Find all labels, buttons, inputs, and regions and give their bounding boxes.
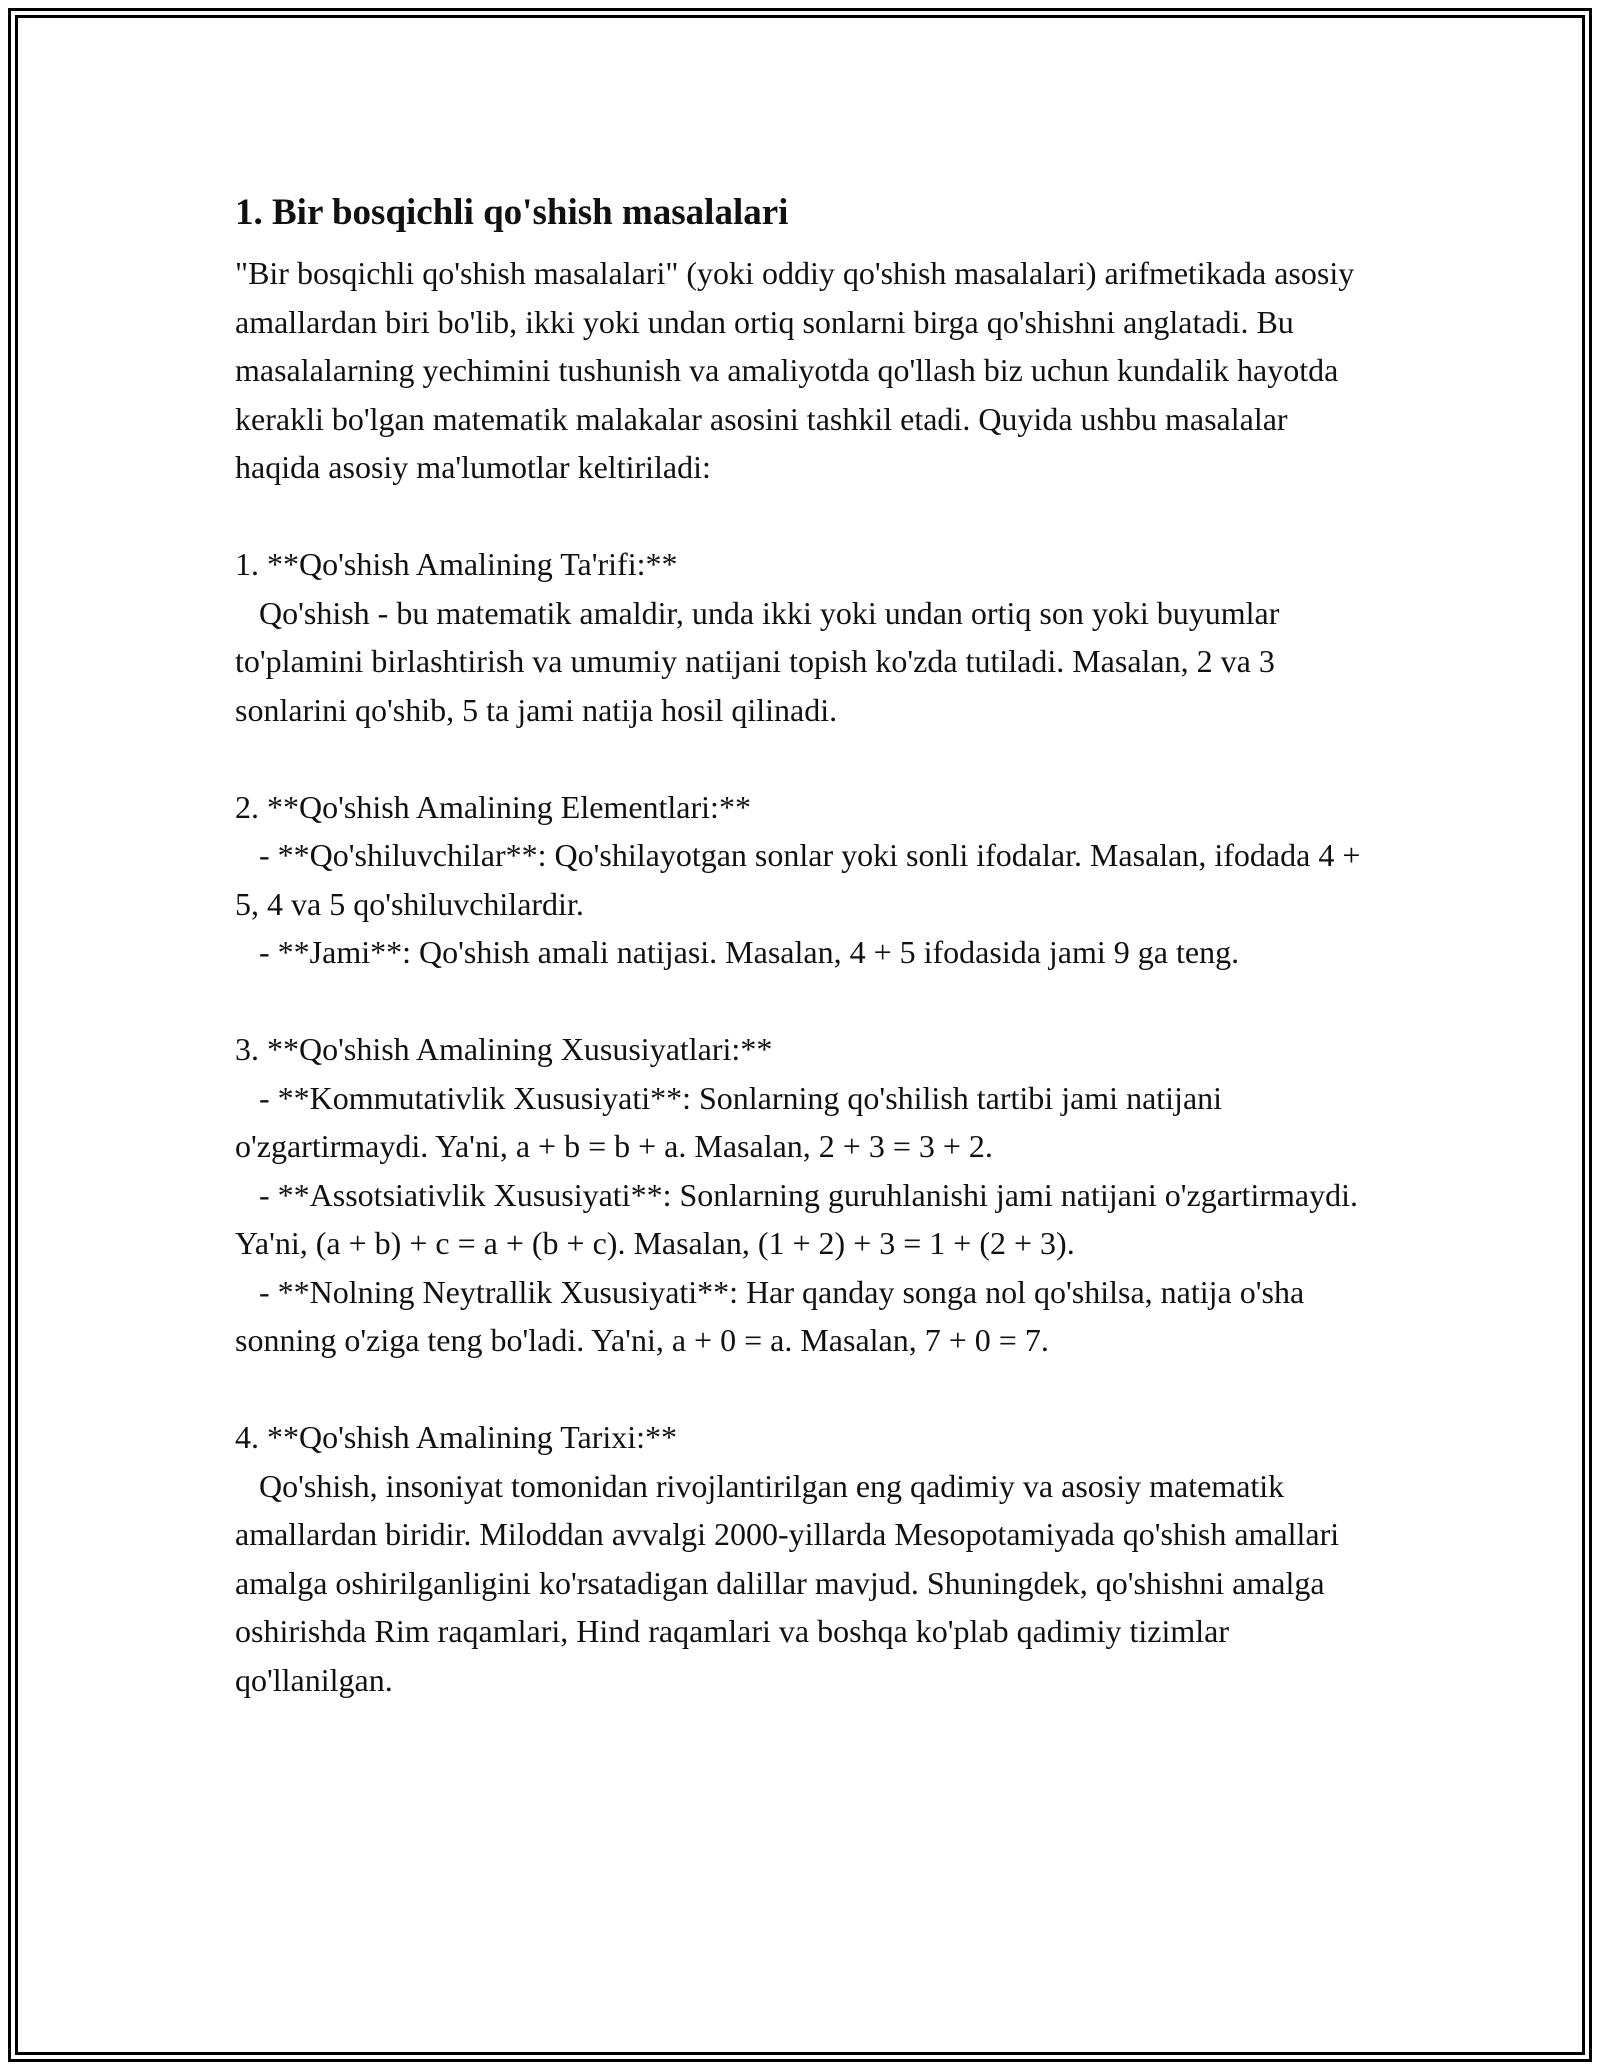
document-content — [235, 185, 1375, 1704]
document-title: 1. Bir bosqichli qo'shish masalalari — [235, 192, 789, 233]
document-body: "Bir bosqichli qo'shish masalalari" (yoki oddiy qo'shish masalalari) arifmetikada asosiy amallardan biri bo'lib, ikki yoki undan ortiq sonlarni birga qo'shishni anglatadi. Bu masalalarning yechimini tushunish va amaliyotda qo'llash biz uchun kundalik hayotda kerakli bo'lgan matematik malakalar asosini tashkil etadi. Quyida ushbu masalalar haqida asosiy ma'lumotlar keltiriladi: 1. **Qo'shish Amalining Ta'rifi:** Qo'shish - bu matematik amaldir, unda ikki yoki undan ortiq son yoki buyumlar to'plamini birlashtirish va umumiy natijani topish ko'zda tutiladi. Masalan, 2 va 3 sonlarini qo'shib, 5 ta jami natija hosil qilinadi. 2. **Qo'shish Amalining Elementlari:** - **Qo'shiluvchilar**: Qo'shilayotgan sonlar yoki sonli ifodalar. Masalan, ifodada 4 + 5, 4 va 5 qo'shiluvchilardir. - **Jami**: Qo'shish amali natijasi. Masalan, 4 + 5 ifodasida jami 9 ga teng. 3. **Qo'shish Amalining Xususiyatlari:** - **Kommutativlik Xususiyati**: Sonlarning qo'shilish tartibi jami natijani o'zgartirmaydi. Ya'ni, a + b = b + a. Masalan, 2 + 3 = 3 + 2. - **Assotsiativlik Xususiyati**: Sonlarning guruhlanishi jami natijani o'zgartirmaydi. Ya'ni, (a + b) + c = a + (b + c). Masalan, (1 + 2) + 3 = 1 + (2 + 3). - **Nolning Neytrallik Xususiyati**: Har qanday songa nol qo'shilsa, natija o'sha sonning o'ziga teng bo'ladi. Ya'ni, a + 0 = a. Masalan, 7 + 0 = 7. 4. **Qo'shish Amalining Tarixi:** Qo'shish, insoniyat tomonidan rivojlantirilgan eng qadimiy va asosiy matematik amallardan biridir. Miloddan avvalgi 2000-yillarda Mesopotamiyada qo'shish amallari amalga oshirilganligini ko'rsatadigan dalillar mavjud. Shuningdek, qo'shishni amalga oshirishda Rim raqamlari, Hind raqamlari va boshqa ko'plab qadimiy tizimlar qo'llanilgan. — [235, 255, 1361, 1698]
